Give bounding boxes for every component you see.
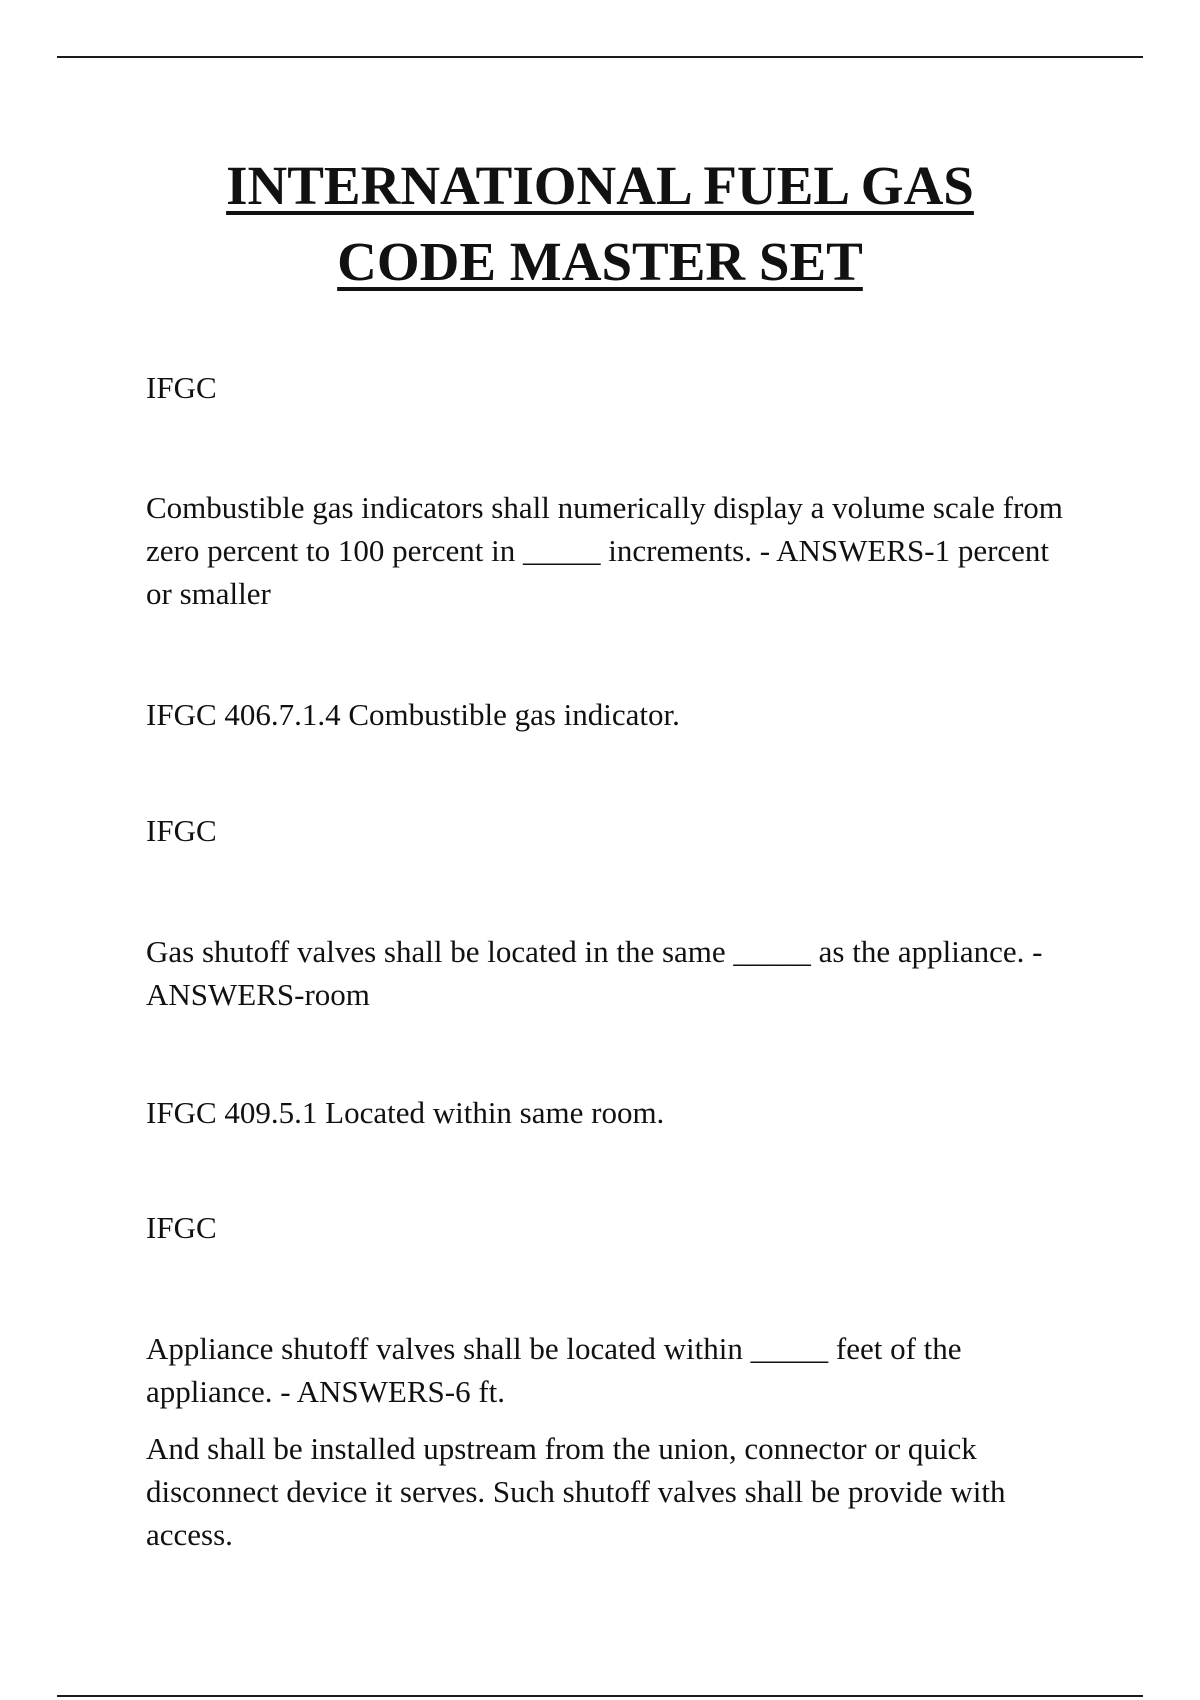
question-text: Gas shutoff valves shall be located in the same _____ as the appliance. - ANSWERS-room: [146, 934, 1043, 1012]
section-label: IFGC: [146, 370, 217, 405]
section-label: IFGC: [146, 813, 217, 848]
title-line-2: CODE MASTER SET: [337, 231, 863, 292]
section-label: IFGC: [146, 1210, 217, 1245]
code-reference: IFGC 406.7.1.4 Combustible gas indicator.: [146, 697, 680, 732]
question-text: Appliance shutoff valves shall be located within _____ feet of the appliance. - ANSWERS-6 ft.: [146, 1331, 962, 1409]
answer-continuation: And shall be installed upstream from the union, connector or quick disconnect device it serves. Such shutoff valves shall be provide with access.: [146, 1431, 1006, 1552]
title-line-1: INTERNATIONAL FUEL GAS: [226, 155, 974, 216]
question-text: Combustible gas indicators shall numerically display a volume scale from zero percent to 100 percent in _____ increments. - ANSWERS-1 percent or smaller: [146, 490, 1063, 611]
code-reference: IFGC 409.5.1 Located within same room.: [146, 1095, 665, 1130]
document-title: [0, 148, 1200, 300]
top-divider: [57, 56, 1143, 58]
bottom-divider: [57, 1695, 1143, 1697]
